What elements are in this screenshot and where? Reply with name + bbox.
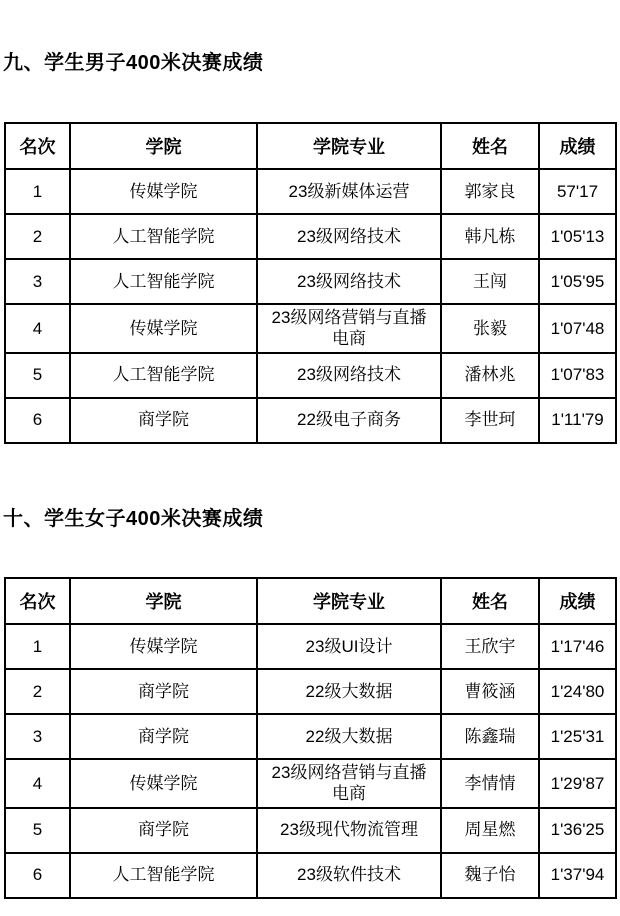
rank-cell: 2	[5, 669, 70, 714]
table-row	[5, 398, 616, 443]
college-cell: 商学院	[70, 669, 257, 714]
column-header-college: 学院	[70, 578, 257, 624]
score-cell: 1'17'46	[539, 624, 616, 669]
major-cell: 23级网络营销与直播电商	[257, 759, 441, 808]
table-row	[5, 808, 616, 853]
column-header-college: 学院	[70, 123, 257, 169]
college-cell: 传媒学院	[70, 169, 257, 214]
score-cell: 1'36'25	[539, 808, 616, 853]
name-cell: 周星燃	[441, 808, 539, 853]
rank-cell: 5	[5, 353, 70, 398]
column-header-major: 学院专业	[257, 578, 441, 624]
major-cell: 23级UI设计	[257, 624, 441, 669]
college-cell: 人工智能学院	[70, 259, 257, 304]
college-cell: 商学院	[70, 398, 257, 443]
score-cell: 1'07'83	[539, 353, 616, 398]
score-cell: 1'07'48	[539, 304, 616, 353]
major-cell: 22级大数据	[257, 669, 441, 714]
name-cell: 魏子怡	[441, 853, 539, 898]
score-cell: 1'05'13	[539, 214, 616, 259]
section-title-men-400m-final: 九、学生男子400米决赛成绩	[3, 52, 264, 74]
rank-cell: 6	[5, 853, 70, 898]
college-cell: 人工智能学院	[70, 214, 257, 259]
major-cell: 23级现代物流管理	[257, 808, 441, 853]
college-cell: 传媒学院	[70, 304, 257, 353]
rank-cell: 3	[5, 714, 70, 759]
major-cell: 23级网络技术	[257, 259, 441, 304]
rank-cell: 2	[5, 214, 70, 259]
column-header-major: 学院专业	[257, 123, 441, 169]
name-cell: 李世珂	[441, 398, 539, 443]
score-cell: 1'25'31	[539, 714, 616, 759]
table-row	[5, 214, 616, 259]
score-cell: 1'11'79	[539, 398, 616, 443]
table-header-row	[5, 578, 616, 624]
column-header-score: 成绩	[539, 123, 616, 169]
college-cell: 商学院	[70, 808, 257, 853]
column-header-name: 姓名	[441, 578, 539, 624]
rank-cell: 1	[5, 169, 70, 214]
table-row	[5, 259, 616, 304]
name-cell: 王欣宇	[441, 624, 539, 669]
score-cell: 1'29'87	[539, 759, 616, 808]
rank-cell: 4	[5, 304, 70, 353]
major-cell: 22级大数据	[257, 714, 441, 759]
score-cell: 1'24'80	[539, 669, 616, 714]
column-header-name: 姓名	[441, 123, 539, 169]
table-row	[5, 624, 616, 669]
name-cell: 曹筱涵	[441, 669, 539, 714]
college-cell: 传媒学院	[70, 759, 257, 808]
score-cell: 57'17	[539, 169, 616, 214]
name-cell: 郭家良	[441, 169, 539, 214]
table-row	[5, 759, 616, 808]
major-cell: 23级网络技术	[257, 353, 441, 398]
rank-cell: 3	[5, 259, 70, 304]
table-row	[5, 853, 616, 898]
table-row	[5, 669, 616, 714]
name-cell: 潘林兆	[441, 353, 539, 398]
major-cell: 23级新媒体运营	[257, 169, 441, 214]
name-cell: 陈鑫瑞	[441, 714, 539, 759]
table-row	[5, 714, 616, 759]
table-row	[5, 304, 616, 353]
major-cell: 23级网络技术	[257, 214, 441, 259]
section-title-women-400m-final: 十、学生女子400米决赛成绩	[3, 508, 264, 530]
college-cell: 商学院	[70, 714, 257, 759]
name-cell: 韩凡栋	[441, 214, 539, 259]
college-cell: 人工智能学院	[70, 353, 257, 398]
rank-cell: 5	[5, 808, 70, 853]
major-cell: 22级电子商务	[257, 398, 441, 443]
column-header-rank: 名次	[5, 578, 70, 624]
rank-cell: 6	[5, 398, 70, 443]
column-header-score: 成绩	[539, 578, 616, 624]
major-cell: 23级网络营销与直播电商	[257, 304, 441, 353]
name-cell: 王闯	[441, 259, 539, 304]
name-cell: 李情情	[441, 759, 539, 808]
score-cell: 1'05'95	[539, 259, 616, 304]
college-cell: 传媒学院	[70, 624, 257, 669]
rank-cell: 1	[5, 624, 70, 669]
table-header-row	[5, 123, 616, 169]
score-cell: 1'37'94	[539, 853, 616, 898]
college-cell: 人工智能学院	[70, 853, 257, 898]
men-400m-results-table	[4, 122, 617, 444]
major-cell: 23级软件技术	[257, 853, 441, 898]
table-row	[5, 353, 616, 398]
column-header-rank: 名次	[5, 123, 70, 169]
name-cell: 张毅	[441, 304, 539, 353]
table-row	[5, 169, 616, 214]
rank-cell: 4	[5, 759, 70, 808]
women-400m-results-table	[4, 577, 617, 899]
